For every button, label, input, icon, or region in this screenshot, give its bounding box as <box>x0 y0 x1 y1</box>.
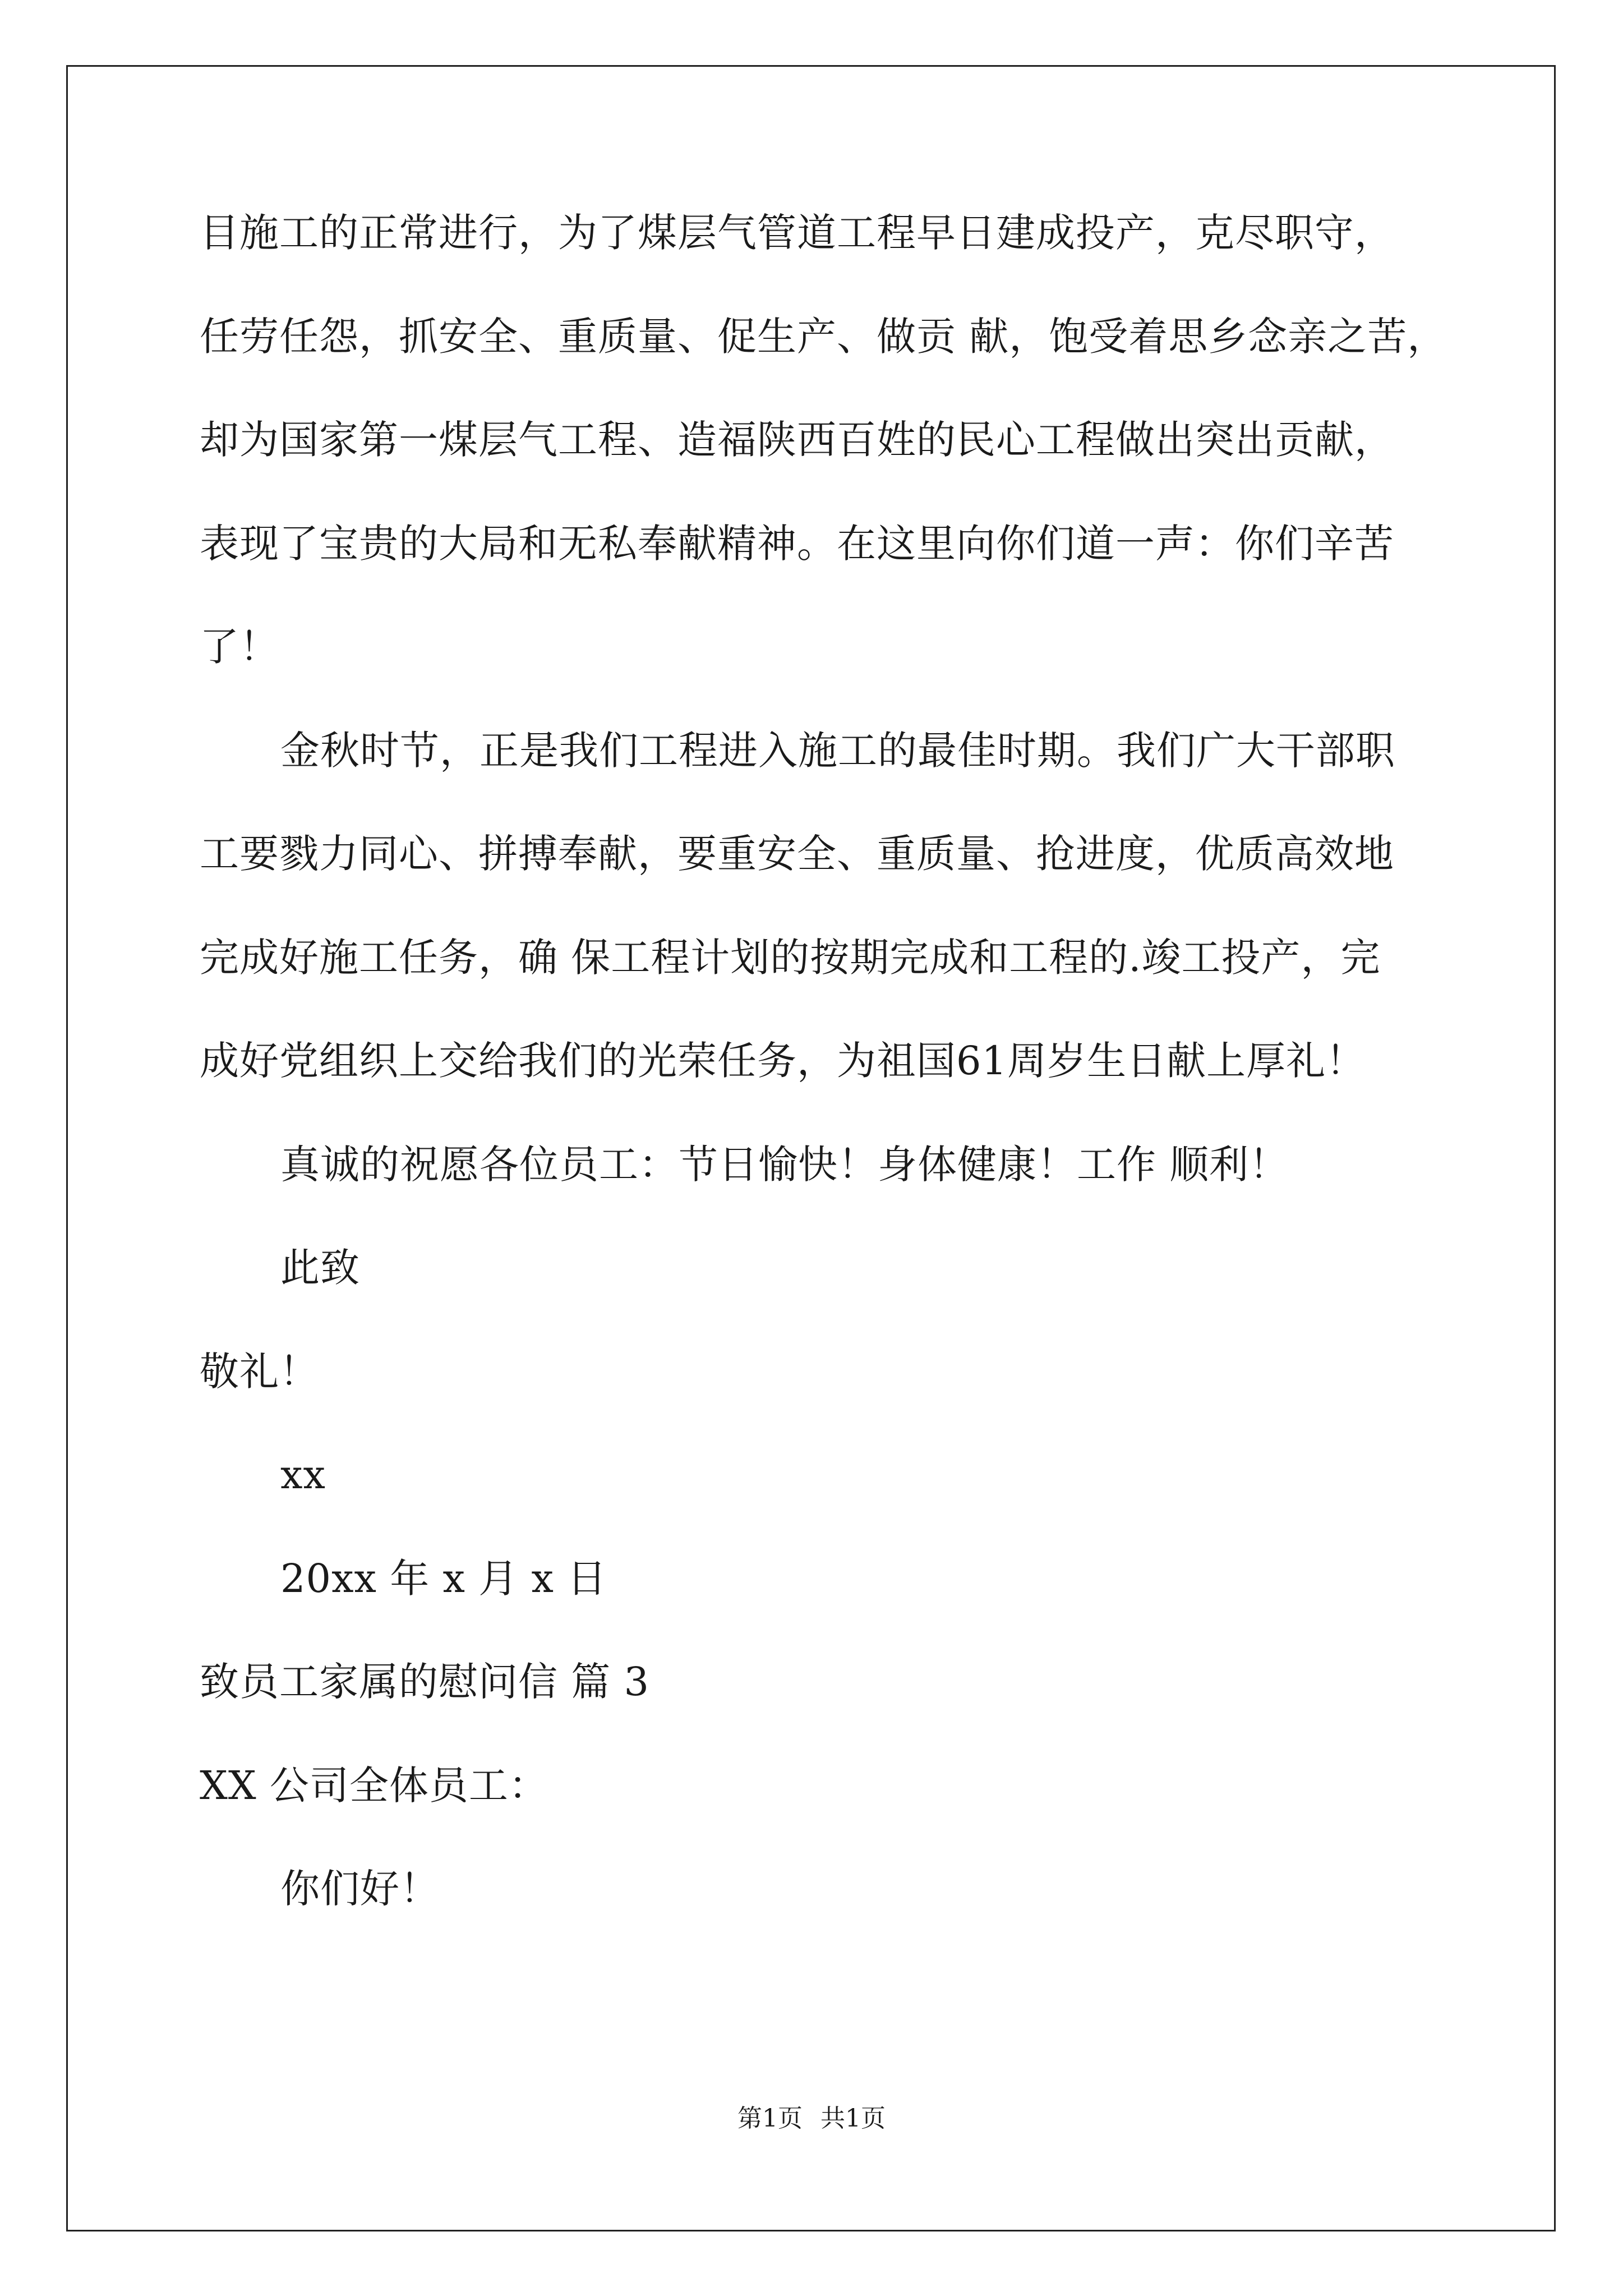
text-line: 了！ <box>200 624 279 670</box>
signature-line: xx <box>280 1452 326 1498</box>
letter-body <box>200 210 1447 1973</box>
text-line: 完成好施工任务，确 保工程计划的按期完成和工程的.竣工投产，完 <box>200 934 1381 981</box>
text-line: 表现了宝贵的大局和无私奉献精神。在这里向你们道一声：你们辛苦 <box>200 520 1394 567</box>
wishes-line: 真诚的祝愿各位员工：节日愉快！身体健康！工作 顺利！ <box>280 1141 1289 1188</box>
paragraph-start: 金秋时节，正是我们工程进入施工的最佳时期。我们广大干部职 <box>280 727 1395 774</box>
salutation-line: 敬礼！ <box>200 1348 319 1395</box>
page-footer <box>0 2098 1623 2134</box>
addressee-line: XX 公司全体员工： <box>200 1762 548 1809</box>
text-line: 工要戮力同心、拼搏奉献，要重安全、重质量、抢进度，优质高效地 <box>200 831 1394 877</box>
date-line: 20xx 年 x 月 x 日 <box>280 1555 607 1602</box>
text-line: 成好党组织上交给我们的光荣任务，为祖国61周岁生日献上厚礼！ <box>200 1038 1366 1084</box>
page-number: 第1页 <box>737 2104 803 2133</box>
section-heading: 致员工家属的慰问信 篇 3 <box>200 1659 650 1705</box>
page-total: 共1页 <box>820 2104 886 2133</box>
text-line: 任劳任怨，抓安全、重质量、促生产、做贡 献，饱受着思乡念亲之苦， <box>200 313 1447 360</box>
text-line: 却为国家第一煤层气工程、造福陕西百姓的民心工程做出突出贡献， <box>200 417 1394 463</box>
greeting-line: 你们好！ <box>280 1866 440 1912</box>
text-line: 目施工的正常进行，为了煤层气管道工程早日建成投产，克尽职守， <box>200 210 1394 256</box>
closing-line: 此致 <box>280 1245 360 1291</box>
